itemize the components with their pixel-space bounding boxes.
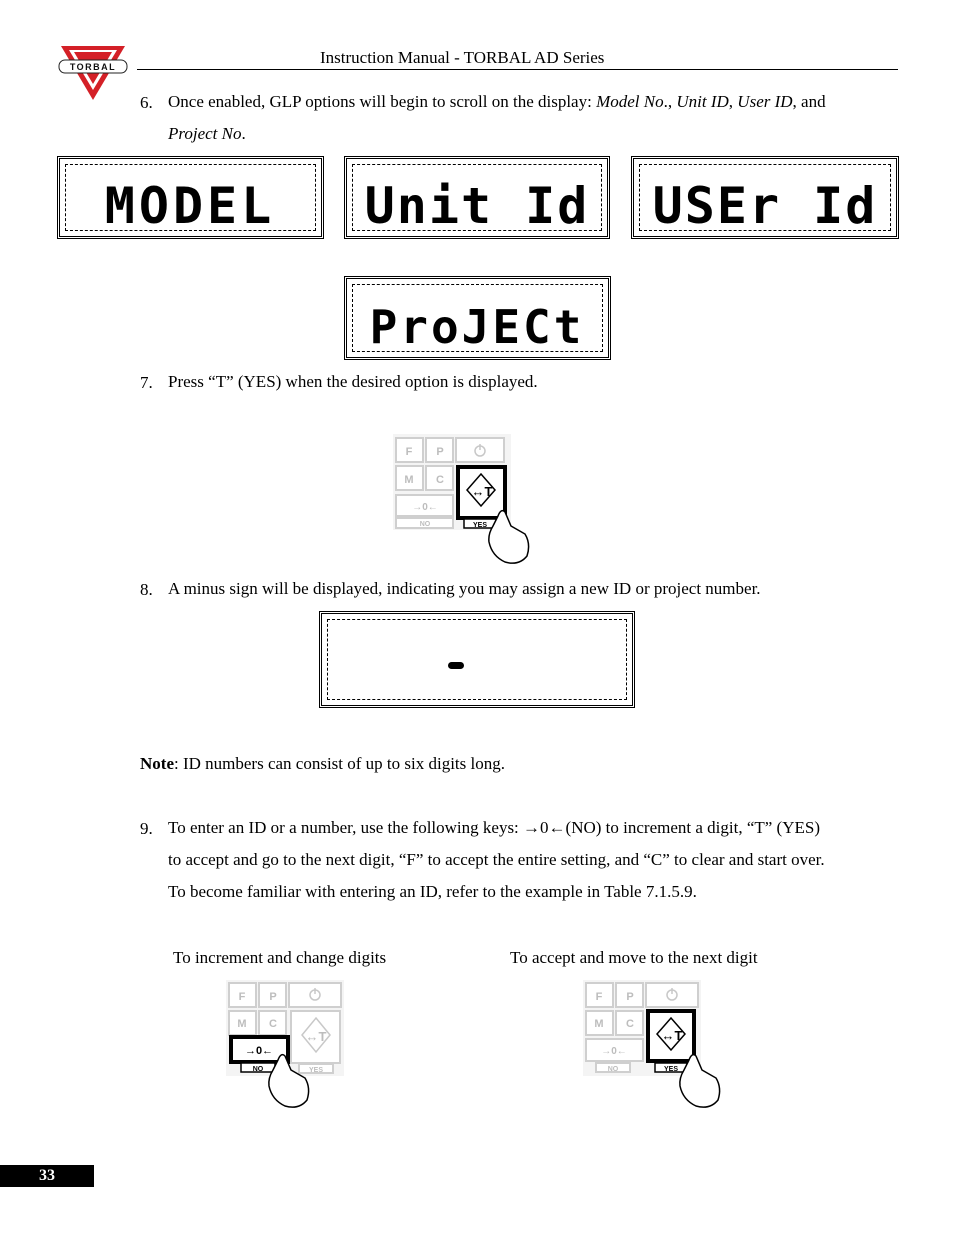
header-rule xyxy=(137,69,898,70)
torbal-logo xyxy=(57,44,129,102)
svg-text:F: F xyxy=(595,991,603,1003)
header-title: Instruction Manual - TORBAL AD Series xyxy=(320,48,605,67)
keypad-zero-highlight xyxy=(226,980,356,1114)
step-7-number: 7. xyxy=(140,373,153,392)
svg-text:↔T: ↔T xyxy=(305,1029,327,1044)
lcd-minus-sign xyxy=(322,614,632,705)
step-8-text: A minus sign will be displayed, indicating you may assign a new ID or project number. xyxy=(168,579,761,598)
lcd-text-unit-id xyxy=(347,159,607,236)
lcd-display-minus xyxy=(319,611,635,708)
step-6-number: 6. xyxy=(140,93,153,112)
lcd-display-user-id xyxy=(631,156,899,239)
svg-text:NO: NO xyxy=(252,1066,264,1073)
svg-text:Unit Id: Unit Id xyxy=(364,177,590,235)
svg-text:C: C xyxy=(436,474,444,486)
step-7-text: Press “T” (YES) when the desired option is displayed. xyxy=(168,372,538,391)
svg-text:M: M xyxy=(404,474,414,486)
page-number: 33 xyxy=(0,1165,94,1187)
svg-text:YES: YES xyxy=(308,1067,324,1074)
step-8-number: 8. xyxy=(140,580,153,599)
svg-text:TORBAL: TORBAL xyxy=(69,62,117,72)
svg-text:M: M xyxy=(237,1018,247,1030)
step-9-text: To enter an ID or a number, use the following keys: →0←(NO) to increment a digit, “T” (YES) to accept and go to the next digit, “F” to accept the entire setting, and “C” to clear and start over. To become familiar with entering an ID, refer to the example in Table 7.1.5.9. xyxy=(168,818,825,901)
svg-text:M: M xyxy=(594,1018,604,1030)
keypad-t-highlight-2 xyxy=(583,980,723,1114)
svg-text:MODEL: MODEL xyxy=(104,177,276,235)
svg-text:YES: YES xyxy=(663,1066,679,1073)
lcd-display-project xyxy=(344,276,611,360)
svg-text:→0←: →0← xyxy=(601,1046,627,1057)
svg-text:P: P xyxy=(269,991,277,1003)
note: Note: ID numbers can consist of up to six digits long. xyxy=(140,754,505,773)
svg-text:YES: YES xyxy=(472,522,488,529)
svg-text:NO: NO xyxy=(419,521,431,528)
caption-increment: To increment and change digits xyxy=(173,948,387,967)
svg-text:↔T: ↔T xyxy=(661,1028,683,1043)
svg-text:C: C xyxy=(626,1018,634,1030)
svg-text:F: F xyxy=(238,991,246,1003)
svg-text:USEr Id: USEr Id xyxy=(652,177,878,235)
svg-text:C: C xyxy=(269,1018,277,1030)
keypad-t-highlight xyxy=(393,434,533,568)
lcd-display-model xyxy=(57,156,324,239)
step-6-text: Once enabled, GLP options will begin to scroll on the display: Model No., Unit ID, User ID, and Project No. xyxy=(168,92,826,143)
step-9-number: 9. xyxy=(140,819,153,838)
lcd-text-model xyxy=(60,159,321,236)
svg-text:P: P xyxy=(436,446,444,458)
lcd-display-unit-id xyxy=(344,156,610,239)
svg-text:F: F xyxy=(405,446,413,458)
svg-text:→0←: →0← xyxy=(412,502,438,513)
caption-accept: To accept and move to the next digit xyxy=(510,948,758,967)
svg-text:↔T: ↔T xyxy=(471,484,493,499)
svg-text:NO: NO xyxy=(607,1066,619,1073)
svg-text:→0←: →0← xyxy=(244,1045,274,1057)
svg-text:ProJECt: ProJECt xyxy=(369,300,585,354)
svg-text:P: P xyxy=(626,991,634,1003)
lcd-text-user-id xyxy=(634,159,896,236)
lcd-text-project xyxy=(347,279,608,357)
